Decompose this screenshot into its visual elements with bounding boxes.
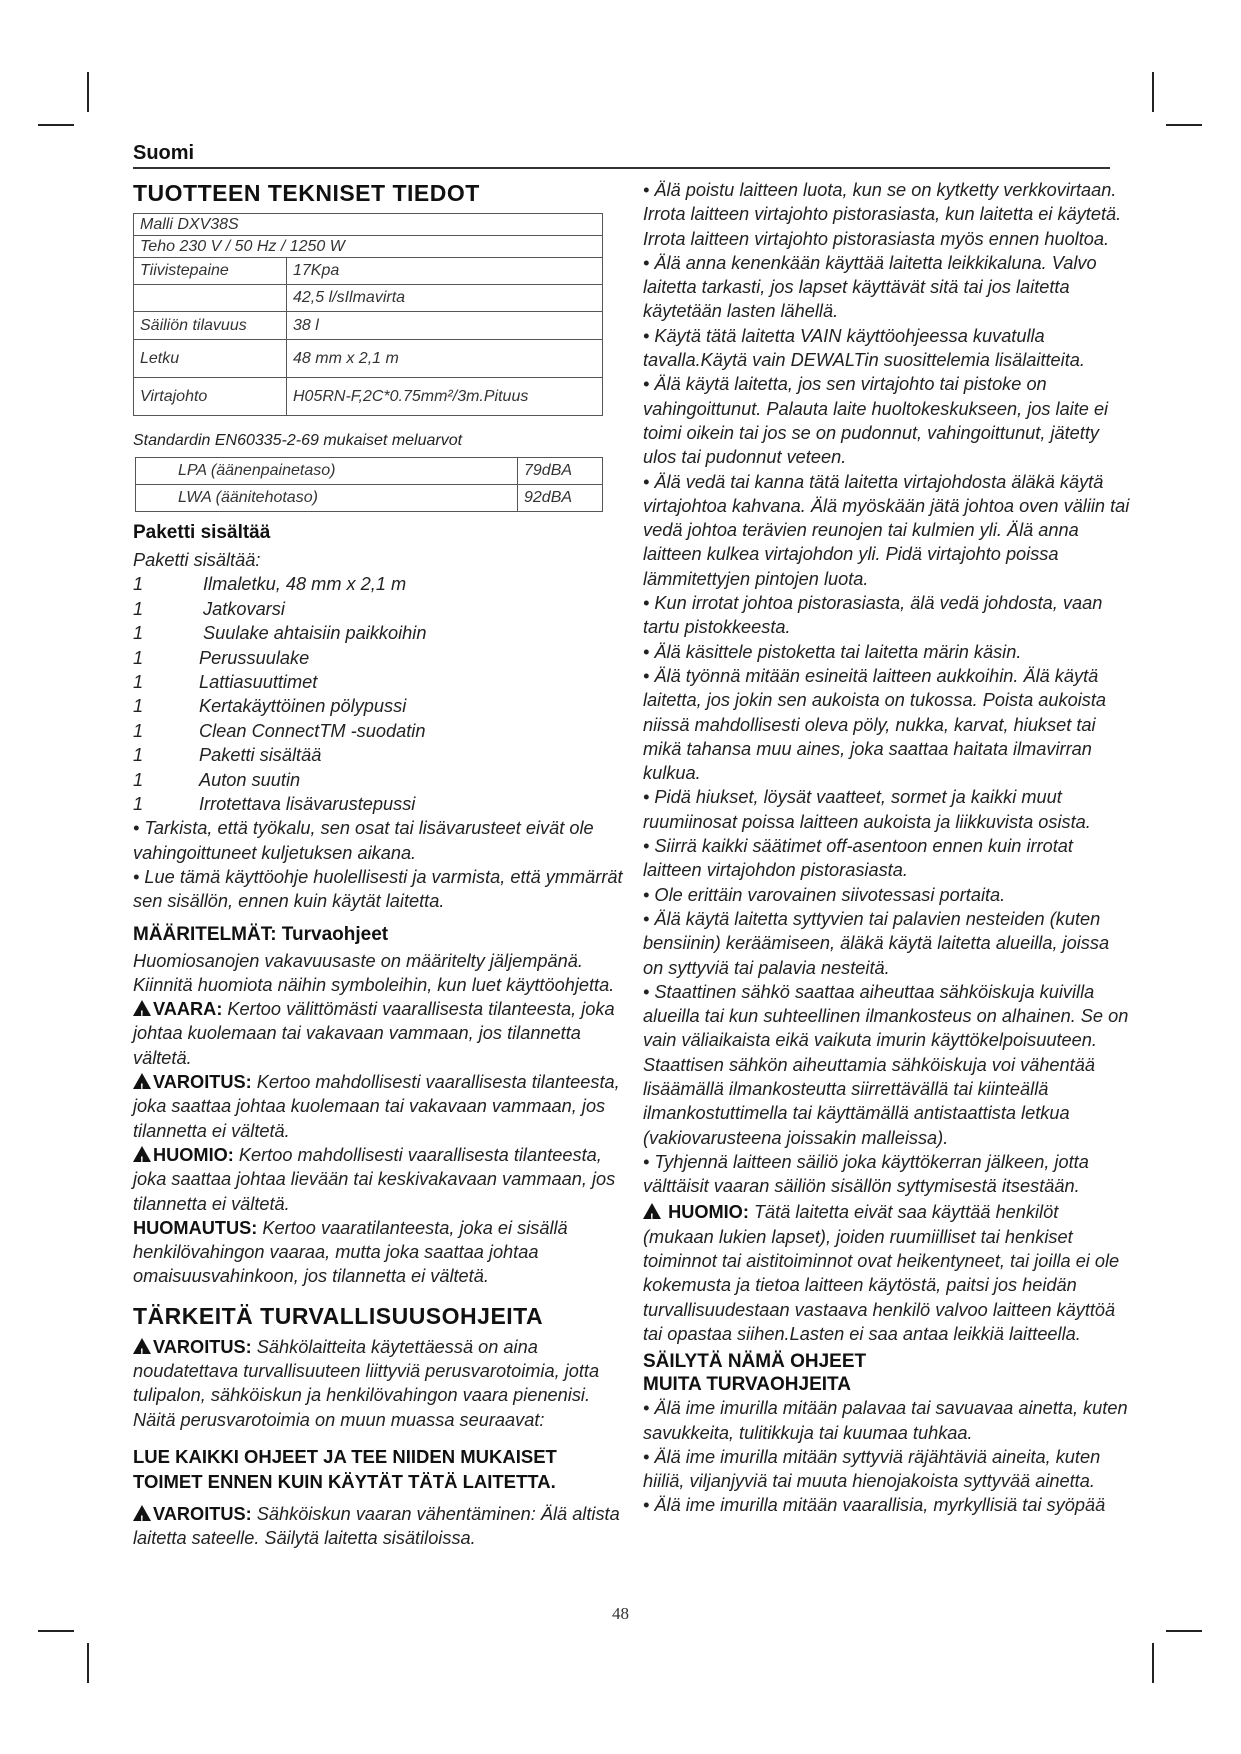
noise-label: LWA (äänitehotaso) [136,485,518,512]
spec-table [133,213,603,416]
crop-mark [1166,124,1202,126]
safety-warning-text: Sähkölaitteita käytettäessä on aina noudatettava turvallisuuteen liittyviä perusvarotoimia, jotta tulipalon, sähköiskun ja henkilövahingon vaara pienenisi. Näitä perusvarotoimia on muun muassa seuraavat: [133,1336,600,1430]
shock-warning [133,1502,630,1551]
warning-label: VAROITUS: [153,1072,252,1093]
notice-text: Kertoo vaaratilanteesta, joka ei sisällä henkilövahingon vaaraa, mutta joka saattaa johtaa omaisuusvahinkoon, jos tilannetta ei vältetä. [133,1217,568,1287]
warning-triangle-icon [643,1203,661,1219]
package-note: • Tarkista, että työkalu, sen osat tai lisävarusteet eivät ole vahingoittuneet kuljetuksen aikana. [133,818,594,863]
safety-bullet: • Älä käsittele pistoketta tai laitetta märin käsin. [643,641,1022,662]
crop-mark [38,1630,74,1632]
item-name: Ilmaletku, 48 mm x 2,1 m [203,574,407,595]
warning-text: Kertoo mahdollisesti vaarallisesta tilanteesta, joka saattaa johtaa kuolemaan tai vakavaan vammaan, jos tilannetta ei vältetä. [133,1072,620,1141]
item-qty: 1 [133,745,144,766]
list-item [133,646,630,670]
caution-note [643,1200,1133,1346]
spec-label [134,285,287,312]
shock-warning-text: Sähköiskun vaaran vähentäminen: Älä altista laitetta sateelle. Säilytä laitetta sisätiloissa. [133,1503,620,1549]
list-item [133,670,630,694]
noise-value: 79dBA [518,458,603,485]
list-item [133,621,630,645]
spec-value: H05RN-F,2C*0.75mm²/3m.Pituus [287,378,603,416]
caution-note-text: Tätä laitetta eivät saa käyttää henkilöt (mukaan lukien lapset), joiden ruumiilliset tai henkiset toiminnot tai aistitoiminnot ovat heikentyneet, tai joilla ei ole kokemusta ja tietoa laitteen käytöstä, paitsi jos heidän turvallisuudestaan vastaava henkilö valvoo laitteen käyttöä tai opastaa siihen.Lasten ei saa antaa leikkiä laitteella. [643,1202,1120,1344]
notice-label: HUOMAUTUS: [133,1217,258,1238]
caution-definition [133,1143,640,1216]
spec-value: 48 mm x 2,1 m [287,340,603,378]
list-item [133,792,630,816]
danger-definition [133,997,630,1070]
warning-definition [133,1070,630,1143]
warning-triangle-icon [133,1146,151,1162]
safety-bullet: • Kun irrotat johtoa pistorasiasta, älä vedä johdosta, vaan tartu pistokkeesta. [643,593,1103,638]
read-all-instructions: LUE KAIKKI OHJEET JA TEE NIIDEN MUKAISET TOIMET ENNEN KUIN KÄYTÄT TÄTÄ LAITETTA. [133,1445,557,1492]
crop-mark [1152,1643,1154,1683]
item-qty: 1 [133,769,144,790]
safety-bullet: • Tyhjennä laitteen säiliö joka käyttökerran jälkeen, jotta välttäisit vaaran säiliön sisällön syttymisestä itsestään. [643,1151,1089,1197]
item-name: Suulake ahtaisiin paikkoihin [203,623,427,644]
safety-bullet: • Älä vedä tai kanna tätä laitetta virtajohdosta äläkä käytä virtajohtoa kahvana. Älä myöskään jätä johtoa oven väliin tai vedä johtoa terävien reunojen tai kulmien yli. Älä anna laitteen kulkea virtajohdon yli. Pidä virtajohto poissa lämmitettyjen pintojen luota. [643,471,1130,589]
noise-caption: Standardin EN60335-2-69 mukaiset meluarvot [133,432,463,449]
header-divider [133,167,1110,169]
item-name: Irrotettava lisävarustepussi [199,793,416,814]
noise-value: 92dBA [518,485,603,512]
item-qty: 1 [133,598,144,619]
list-item [133,572,630,596]
list-item [133,719,630,743]
crop-mark [1152,72,1154,112]
safety-bullet: • Älä poistu laitteen luota, kun se on kytketty verkkovirtaan. Irrota laitteen virtajohto pistorasiasta, kun laitetta ei käytetä. Irrota laitteen virtajohto pistorasiasta myös ennen huoltoa. [643,180,1122,249]
list-item [133,694,630,718]
spec-value: 38 l [287,312,603,340]
caution-text: Kertoo mahdollisesti vaarallisesta tilanteesta, joka saattaa johtaa lievään tai keskivakavaan vammaan, jos tilannetta ei vältetä. [133,1144,616,1214]
item-qty: 1 [133,793,144,814]
crop-mark [87,72,89,112]
list-item [133,597,630,621]
specs-title: TUOTTEEN TEKNISET TIEDOT [133,180,480,206]
spec-power: Teho 230 V / 50 Hz / 1250 W [134,236,603,258]
warning-triangle-icon [133,1000,151,1016]
notice-definition [133,1216,630,1289]
keep-instructions-title: SÄILYTÄ NÄMÄ OHJEET [643,1351,867,1373]
page-number: 48 [612,1604,629,1623]
danger-text: Kertoo välittömästi vaarallisesta tilanteesta, joka johtaa kuolemaan tai vakavaan vammaan, jos tilannetta vältetä. [133,999,615,1068]
shock-warning-label: VAROITUS: [153,1503,252,1524]
safety-bullet: • Staattinen sähkö saattaa aiheuttaa sähköiskuja kuivilla alueilla tai kun suhteellinen ilmankosteus on alhainen. Se on vain väliaikaista eikä vaikuta imurin käyttökelpoisuuteen. Staattisen sähkön aiheuttamia sähköiskuja voi vähentää lisäämällä ilmankosteutta siirrettävällä tai kiinteällä ilmankostuttimella tai käyttämällä antistaattista letkua (vakiovarusteena joissakin malleissa). [643,981,1129,1148]
safety-title: TÄRKEITÄ TURVALLISUUSOHJEITA [133,1302,544,1329]
item-name: Lattiasuuttimet [199,671,318,692]
safety-bullet: • Älä ime imurilla mitään vaarallisia, myrkyllisiä tai syöpää [643,1495,1106,1516]
spec-label: Virtajohto [134,378,287,416]
crop-mark [87,1643,89,1683]
item-name: Auton suutin [199,769,301,790]
item-qty: 1 [133,696,144,717]
spec-model: Malli DXV38S [134,214,603,236]
definitions-intro: Huomiosanojen vakavuusaste on määritelty jäljempänä. Kiinnitä huomiota näihin symboleihin, kun luet käyttöohjetta. [133,950,615,995]
crop-mark [38,124,74,126]
list-item [133,743,630,767]
spec-label: Letku [134,340,287,378]
safety-bullet: • Älä käytä laitetta, jos sen virtajohto tai pistoke on vahingoittunut. Palauta laite huoltokeskukseen, jos laite ei toimi oikein tai jos se on pudonnut, vahingoittunut, jätetty ulos tai pudonnut veteen. [643,374,1109,468]
item-name: Perussuulake [199,647,310,668]
safety-warning-label: VAROITUS: [153,1336,252,1357]
spec-value: 17Kpa [287,258,603,285]
package-note: • Lue tämä käyttöohje huolellisesti ja varmista, että ymmärrät sen sisällön, ennen kuin käytät laitetta. [133,866,623,912]
safety-bullet: • Älä anna kenenkään käyttää laitetta leikkikaluna. Valvo laitetta tarkasti, jos lapset käyttävät sitä tai jos laitetta käytetään lasten lähellä. [643,252,1097,322]
danger-label: VAARA: [153,999,223,1020]
package-list [133,572,630,816]
warning-triangle-icon [133,1505,151,1521]
item-qty: 1 [133,671,144,692]
safety-bullet: • Älä ime imurilla mitään syttyviä räjähtäviä aineita, kuten hiiliä, viljanjyviä tai muuta hienojakoista syttyvää ainetta. [643,1446,1101,1492]
safety-bullet: • Käytä tätä laitetta VAIN käyttöohjeessa kuvatulla tavalla.Käytä vain DEWALTin suosittelemia lisälaitteita. [643,325,1085,371]
safety-bullet: • Pidä hiukset, löysät vaatteet, sormet ja kaikki muut ruumiinosat poissa laitteen aukoista ja liikkuvista osista. [643,787,1091,832]
spec-label: Tiivistepaine [134,258,287,285]
spec-label: Säiliön tilavuus [134,312,287,340]
safety-bullet: • Siirrä kaikki säätimet off-asentoon ennen kuin irrotat laitteen virtajohdon pistorasiasta. [643,836,1073,881]
item-qty: 1 [133,720,144,741]
warning-triangle-icon [133,1073,151,1089]
language-header: Suomi [133,142,195,164]
package-title: Paketti sisältää [133,522,271,543]
safety-warning [133,1335,630,1432]
left-column [133,180,630,1550]
item-qty: 1 [133,574,144,595]
item-name: Kertakäyttöinen pölypussi [199,696,407,717]
item-name: Paketti sisältää [199,745,322,766]
caution-label: HUOMIO: [153,1144,234,1165]
item-name: Clean ConnectTM -suodatin [199,720,426,741]
more-safety-title: MUITA TURVAOHJEITA [643,1374,851,1396]
warning-triangle-icon [133,1338,151,1354]
safety-bullet: • Älä ime imurilla mitään palavaa tai savuavaa ainetta, kuten savukkeita, tulitikkuja tai kuumaa tuhkaa. [643,1398,1128,1443]
list-item [133,768,630,792]
spec-value: 42,5 l/sIlmavirta [287,285,603,312]
item-qty: 1 [133,647,144,668]
noise-label: LPA (äänenpainetaso) [136,458,518,485]
definitions-title: MÄÄRITELMÄT: Turvaohjeet [133,923,389,945]
caution-note-label: HUOMIO: [668,1202,749,1223]
safety-bullet: • Älä työnnä mitään esineitä laitteen aukkoihin. Älä käytä laitetta, jos jokin sen aukoista on tukossa. Poista aukoista niissä mahdollisesti oleva pöly, nukka, karvat, hiukset tai mikä tahansa muu aines, joka saattaa haitata ilmavirran kulkua. [643,665,1107,784]
noise-table [135,457,603,512]
crop-mark [1166,1630,1202,1632]
item-name: Jatkovarsi [203,598,285,619]
safety-bullet: • Älä käytä laitetta syttyvien tai palavien nesteiden (kuten bensiinin) keräämiseen, äläkä käytä laitetta alueilla, joissa on syttyviä tai palavia nesteitä. [643,908,1110,978]
safety-bullet: • Ole erittäin varovainen siivotessasi portaita. [643,884,1006,905]
right-column [643,178,1133,1518]
package-intro: Paketti sisältää: [133,550,261,570]
item-qty: 1 [133,623,144,644]
